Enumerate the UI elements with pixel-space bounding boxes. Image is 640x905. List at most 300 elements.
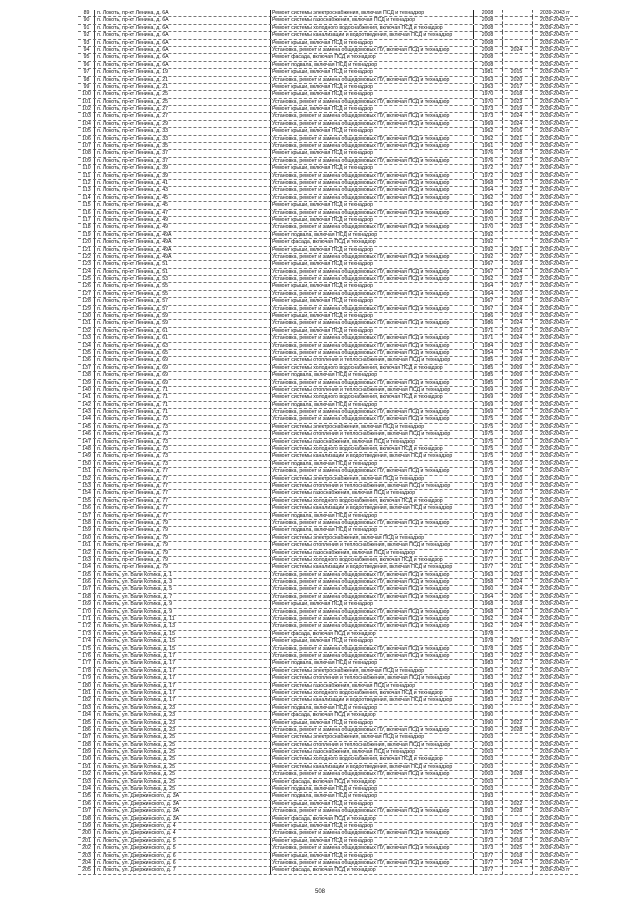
table-row — [78, 801, 578, 808]
commissioning-year-cell: 1977 — [473, 860, 501, 867]
row-number-cell: 191 — [79, 764, 95, 771]
table-row — [78, 217, 578, 224]
planned-period-cell: 2039-2043 гг — [532, 320, 577, 327]
last-repair-year-cell: 2017 — [502, 165, 530, 172]
table-row — [78, 298, 578, 305]
work-type-cell: Установка, ремонт и замена общедомовых ПУ, включая ПСД и технадзор — [270, 520, 472, 527]
table-row — [78, 372, 578, 379]
address-cell: п. Локоть, пр-кт Ленина, д. 59 — [97, 313, 168, 320]
work-type-cell: Ремонт системы отопления и теплоснабжения, включая ПСД и технадзор — [270, 483, 472, 490]
address-cell: п. Локоть, пр-кт Ленина, д. 69 — [97, 364, 168, 371]
row-number-cell: 113 — [79, 187, 95, 194]
work-type-cell: Установка, ремонт и замена общедомовых ПУ, включая ПСД и технадзор — [270, 808, 472, 815]
table-row — [78, 712, 578, 719]
commissioning-year-cell: 1973 — [473, 505, 501, 512]
last-repair-year-cell — [502, 10, 530, 17]
row-number-cell: 94 — [79, 47, 95, 54]
row-number-cell: 92 — [79, 32, 95, 39]
address-cell: п. Локоть, ул. Вали Котика, д. 17 — [97, 697, 176, 704]
table-row — [78, 269, 578, 276]
work-type-cell: Ремонт крыши, включая ПСД и технадзор — [270, 69, 472, 76]
planned-period-cell: 2039-2043 гг — [532, 173, 577, 180]
table-row — [78, 453, 578, 460]
address-cell: п. Локоть, ул. Вали Котика, д. 17 — [97, 667, 176, 674]
last-repair-year-cell: 2024 — [502, 609, 530, 616]
last-repair-year-cell: 2026 — [502, 594, 530, 601]
planned-period-cell: 2039-2043 гг — [532, 572, 577, 579]
commissioning-year-cell: 1990 — [473, 705, 501, 712]
commissioning-year-cell: 1964 — [473, 291, 501, 298]
commissioning-year-cell: 1973 — [473, 483, 501, 490]
commissioning-year-cell: 1977 — [473, 853, 501, 860]
row-number-cell: 155 — [79, 498, 95, 505]
last-repair-year-cell — [502, 17, 530, 24]
planned-period-cell: 2039-2043 гг — [532, 653, 577, 660]
table-row — [78, 853, 578, 860]
table-row — [78, 239, 578, 246]
address-cell: п. Локоть, ул. Вали Котика, д. 9 — [97, 601, 173, 608]
table-row — [78, 165, 578, 172]
planned-period-cell: 2039-2043 гг — [532, 224, 577, 231]
planned-period-cell: 2039-2043 гг — [532, 468, 577, 475]
address-cell: п. Локоть, ул. Вали Котика, д. 17 — [97, 675, 176, 682]
table-row — [78, 557, 578, 564]
address-cell: п. Локоть, ул. Дзержинского, д. 3А — [97, 793, 180, 800]
commissioning-year-cell: 2008 — [473, 40, 501, 47]
commissioning-year-cell: 1975 — [473, 439, 501, 446]
planned-period-cell: 2039-2043 гг — [532, 527, 577, 534]
work-type-cell: Ремонт системы холодного водоснабжения, включая ПСД и технадзор — [270, 690, 472, 697]
planned-period-cell: 2039-2043 гг — [532, 557, 577, 564]
last-repair-year-cell: 2021 — [502, 520, 530, 527]
last-repair-year-cell: 2019 — [502, 106, 530, 113]
work-type-cell: Ремонт крыши, включая ПСД и технадзор — [270, 261, 472, 268]
work-type-cell: Установка, ремонт и замена общедомовых ПУ, включая ПСД и технадзор — [270, 343, 472, 350]
address-cell: п. Локоть, пр-кт Ленина, д. 73 — [97, 460, 168, 467]
planned-period-cell: 2039-2043 гг — [532, 380, 577, 387]
commissioning-year-cell: 1973 — [473, 513, 501, 520]
last-repair-year-cell: 2010 — [502, 424, 530, 431]
row-number-cell: 176 — [79, 653, 95, 660]
commissioning-year-cell: 1993 — [473, 816, 501, 823]
row-number-cell: 157 — [79, 513, 95, 520]
last-repair-year-cell: 2010 — [502, 490, 530, 497]
work-type-cell: Установка, ремонт и замена общедомовых ПУ, включая ПСД и технадзор — [270, 409, 472, 416]
address-cell: п. Локоть, пр-кт Ленина, д. 49 — [97, 216, 168, 223]
address-cell: п. Локоть, пр-кт Ленина, д. 79 — [97, 564, 168, 571]
work-type-cell: Ремонт крыши, включая ПСД и технадзор — [270, 328, 472, 335]
table-row — [78, 838, 578, 845]
commissioning-year-cell: 1968 — [473, 180, 501, 187]
planned-period-cell: 2039-2043 гг — [532, 136, 577, 143]
table-row — [78, 143, 578, 150]
work-type-cell: Ремонт крыши, включая ПСД и технадзор — [270, 801, 472, 808]
table-row — [78, 542, 578, 549]
address-cell: п. Локоть, пр-кт Ленина, д. 37 — [97, 157, 168, 164]
row-number-cell: 190 — [79, 756, 95, 763]
planned-period-cell: 2039-2043 гг — [532, 372, 577, 379]
commissioning-year-cell: 1962 — [473, 623, 501, 630]
commissioning-year-cell: 1964 — [473, 283, 501, 290]
work-type-cell: Установка, ремонт и замена общедомовых ПУ, включая ПСД и технадзор — [270, 180, 472, 187]
work-type-cell: Установка, ремонт и замена общедомовых ПУ, включая ПСД и технадзор — [270, 727, 472, 734]
commissioning-year-cell: 1985 — [473, 357, 501, 364]
address-cell: п. Локоть, ул. Вали Котика, д. 7 — [97, 593, 173, 600]
last-repair-year-cell: 2018 — [502, 853, 530, 860]
address-cell: п. Локоть, пр-кт Ленина, д. 57 — [97, 298, 168, 305]
planned-period-cell: 2039-2043 гг — [532, 313, 577, 320]
row-number-cell: 118 — [79, 224, 95, 231]
row-number-cell: 110 — [79, 165, 95, 172]
row-number-cell: 163 — [79, 557, 95, 564]
address-cell: п. Локоть, ул. Вали Котика, д. 15 — [97, 630, 176, 637]
row-number-cell: 127 — [79, 291, 95, 298]
work-type-cell: Ремонт подвала, включая ПСД и технадзор — [270, 660, 472, 667]
table-row — [78, 276, 578, 283]
work-type-cell: Ремонт системы канализации и водоотведения, включая ПСД и технадзор — [270, 564, 472, 571]
commissioning-year-cell: 1992 — [473, 232, 501, 239]
last-repair-year-cell: 2024 — [502, 616, 530, 623]
commissioning-year-cell: 1983 — [473, 683, 501, 690]
commissioning-year-cell: 1973 — [473, 823, 501, 830]
address-cell: п. Локоть, пр-кт Ленина, д. 49А — [97, 253, 172, 260]
planned-period-cell: 2039-2043 гг — [532, 816, 577, 823]
planned-period-cell: 2039-2043 гг — [532, 756, 577, 763]
table-row — [78, 439, 578, 446]
last-repair-year-cell: 2020 — [502, 291, 530, 298]
commissioning-year-cell: 2003 — [473, 771, 501, 778]
work-type-cell: Установка, ремонт и замена общедомовых ПУ, включая ПСД и технадзор — [270, 291, 472, 298]
row-number-cell: 146 — [79, 431, 95, 438]
table-row — [78, 365, 578, 372]
address-cell: п. Локоть, пр-кт Ленина, д. 19 — [97, 69, 168, 76]
work-type-cell: Ремонт крыши, включая ПСД и технадзор — [270, 106, 472, 113]
row-number-cell: 142 — [79, 402, 95, 409]
work-type-cell: Ремонт системы отопления и теплоснабжения, включая ПСД и технадзор — [270, 431, 472, 438]
work-type-cell: Ремонт системы отопления и теплоснабжения, включая ПСД и технадзор — [270, 357, 472, 364]
table-row — [78, 823, 578, 830]
row-number-cell: 173 — [79, 631, 95, 638]
row-number-cell: 136 — [79, 357, 95, 364]
last-repair-year-cell — [502, 32, 530, 39]
work-type-cell: Установка, ремонт и замена общедомовых ПУ, включая ПСД и технадзор — [270, 350, 472, 357]
address-cell: п. Локоть, пр-кт Ленина, д. 65 — [97, 349, 168, 356]
table-row — [78, 180, 578, 187]
work-type-cell: Ремонт системы отопления и теплоснабжения, включая ПСД и технадзор — [270, 387, 472, 394]
row-number-cell: 202 — [79, 845, 95, 852]
address-cell: п. Локоть, ул. Вали Котика, д. 17 — [97, 682, 176, 689]
table-row — [78, 771, 578, 778]
table-row — [78, 320, 578, 327]
planned-period-cell: 2039-2043 гг — [532, 801, 577, 808]
planned-period-cell: 2039-2043 гг — [532, 91, 577, 98]
planned-period-cell: 2039-2043 гг — [532, 106, 577, 113]
work-type-cell: Установка, ремонт и замена общедомовых ПУ, включая ПСД и технадзор — [270, 586, 472, 593]
last-repair-year-cell: 2022 — [502, 187, 530, 194]
work-type-cell: Ремонт системы газоснабжения, включая ПСД и технадзор — [270, 683, 472, 690]
row-number-cell: 185 — [79, 720, 95, 727]
commissioning-year-cell: 1990 — [473, 712, 501, 719]
commissioning-year-cell: 1963 — [473, 77, 501, 84]
planned-period-cell: 2039-2043 гг — [532, 47, 577, 54]
work-type-cell: Ремонт крыши, включая ПСД и технадзор — [270, 298, 472, 305]
planned-period-cell: 2039-2043 гг — [532, 764, 577, 771]
last-repair-year-cell: 2028 — [502, 727, 530, 734]
row-number-cell: 140 — [79, 387, 95, 394]
address-cell: п. Локоть, ул. Вали Котика, д. 25 — [97, 741, 176, 748]
address-cell: п. Локоть, ул. Вали Котика, д. 25 — [97, 778, 176, 785]
address-cell: п. Локоть, пр-кт Ленина, д. 77 — [97, 490, 168, 497]
planned-period-cell: 2039-2043 гг — [532, 387, 577, 394]
row-number-cell: 91 — [79, 25, 95, 32]
work-type-cell: Ремонт подвала, включая ПСД и технадзор — [270, 372, 472, 379]
last-repair-year-cell: 2028 — [502, 808, 530, 815]
address-cell: п. Локоть, пр-кт Ленина, д. 51 — [97, 268, 168, 275]
planned-period-cell: 2039-2043 гг — [532, 490, 577, 497]
row-number-cell: 200 — [79, 830, 95, 837]
work-type-cell: Ремонт крыши, включая ПСД и технадзор — [270, 217, 472, 224]
table-row — [78, 106, 578, 113]
commissioning-year-cell: 1977 — [473, 520, 501, 527]
planned-period-cell: 2039-2043 гг — [532, 786, 577, 793]
work-type-cell: Ремонт крыши, включая ПСД и технадзор — [270, 638, 472, 645]
last-repair-year-cell — [502, 25, 530, 32]
last-repair-year-cell: 2022 — [502, 653, 530, 660]
last-repair-year-cell: 2020 — [502, 195, 530, 202]
address-cell: п. Локоть, ул. Вали Котика, д. 15 — [97, 638, 176, 645]
last-repair-year-cell: 2018 — [502, 601, 530, 608]
address-cell: п. Локоть, ул. Вали Котика, д. 23 — [97, 712, 176, 719]
work-type-cell: Установка, ремонт и замена общедомовых ПУ, включая ПСД и технадзор — [270, 609, 472, 616]
last-repair-year-cell: 2010 — [502, 431, 530, 438]
address-cell: п. Локоть, ул. Дзержинского, д. 3А — [97, 800, 180, 807]
page-number: 508 — [314, 889, 325, 895]
address-cell: п. Локоть, пр-кт Ленина, д. 41 — [97, 179, 168, 186]
row-number-cell: 166 — [79, 579, 95, 586]
row-number-cell: 96 — [79, 62, 95, 69]
work-type-cell: Ремонт системы канализации и водоотведения, включая ПСД и технадзор — [270, 764, 472, 771]
work-type-cell: Ремонт системы электроснабжения, включая ПСД и технадзор — [270, 535, 472, 542]
address-cell: п. Локоть, пр-кт Ленина, д. 79 — [97, 542, 168, 549]
last-repair-year-cell: 2011 — [502, 527, 530, 534]
address-cell: п. Локоть, ул. Вали Котика, д. 25 — [97, 749, 176, 756]
last-repair-year-cell: 2023 — [502, 343, 530, 350]
last-repair-year-cell: 2019 — [502, 261, 530, 268]
planned-period-cell: 2039-2043 гг — [532, 409, 577, 416]
last-repair-year-cell: 2009 — [502, 365, 530, 372]
commissioning-year-cell: 1975 — [473, 431, 501, 438]
work-type-cell: Ремонт системы холодного водоснабжения, включая ПСД и технадзор — [270, 394, 472, 401]
row-number-cell: 137 — [79, 365, 95, 372]
row-number-cell: 148 — [79, 446, 95, 453]
work-type-cell: Ремонт подвала, включая ПСД и технадзор — [270, 786, 472, 793]
address-cell: п. Локоть, ул. Вали Котика, д. 17 — [97, 689, 176, 696]
work-type-cell: Ремонт крыши, включая ПСД и технадзор — [270, 202, 472, 209]
planned-period-cell: 2039-2043 гг — [532, 84, 577, 91]
table-row — [78, 742, 578, 749]
address-cell: п. Локоть, пр-кт Ленина, д. 69 — [97, 379, 168, 386]
work-type-cell: Ремонт крыши, включая ПСД и технадзор — [270, 128, 472, 135]
last-repair-year-cell: 2026 — [502, 468, 530, 475]
row-number-cell: 154 — [79, 490, 95, 497]
address-cell: п. Локоть, ул. Вали Котика, д. 25 — [97, 763, 176, 770]
planned-period-cell: 2039-2043 гг — [532, 867, 577, 874]
address-cell: п. Локоть, пр-кт Ленина, д. 21 — [97, 76, 168, 83]
work-type-cell: Ремонт подвала, включая ПСД и технадзор — [270, 513, 472, 520]
table-row — [78, 468, 578, 475]
table-row — [78, 69, 578, 76]
commissioning-year-cell: 1983 — [473, 690, 501, 697]
last-repair-year-cell: 2012 — [502, 697, 530, 704]
commissioning-year-cell: 1983 — [473, 653, 501, 660]
commissioning-year-cell: 1968 — [473, 609, 501, 616]
commissioning-year-cell: 1962 — [473, 195, 501, 202]
commissioning-year-cell: 1978 — [473, 646, 501, 653]
row-number-cell: 195 — [79, 793, 95, 800]
address-cell: п. Локоть, пр-кт Ленина, д. 55 — [97, 283, 168, 290]
table-row — [78, 431, 578, 438]
last-repair-year-cell: 2023 — [502, 276, 530, 283]
table-row — [78, 150, 578, 157]
planned-period-cell: 2039-2043 гг — [532, 550, 577, 557]
work-type-cell: Ремонт системы электроснабжения, включая ПСД и технадзор — [270, 734, 472, 741]
last-repair-year-cell: 2012 — [502, 668, 530, 675]
work-type-cell: Установка, ремонт и замена общедомовых ПУ, включая ПСД и технадзор — [270, 646, 472, 653]
table-row — [78, 283, 578, 290]
table-row — [78, 416, 578, 423]
row-number-cell: 114 — [79, 195, 95, 202]
planned-period-cell: 2039-2043 гг — [532, 416, 577, 423]
commissioning-year-cell: 1971 — [473, 335, 501, 342]
commissioning-year-cell: 1969 — [473, 402, 501, 409]
commissioning-year-cell: 2003 — [473, 779, 501, 786]
table-row — [78, 579, 578, 586]
commissioning-year-cell: 1993 — [473, 793, 501, 800]
last-repair-year-cell: 2023 — [502, 572, 530, 579]
address-cell: п. Локоть, пр-кт Ленина, д. 59 — [97, 320, 168, 327]
address-cell: п. Локоть, пр-кт Ленина, д. 71 — [97, 386, 168, 393]
table-row — [78, 350, 578, 357]
row-number-cell: 179 — [79, 675, 95, 682]
planned-period-cell: 2039-2043 гг — [532, 180, 577, 187]
row-number-cell: 121 — [79, 247, 95, 254]
commissioning-year-cell: 2008 — [473, 17, 501, 24]
address-cell: п. Локоть, пр-кт Ленина, д. 77 — [97, 512, 168, 519]
planned-period-cell: 2039-2043 гг — [532, 697, 577, 704]
work-type-cell: Установка, ремонт и замена общедомовых ПУ, включая ПСД и технадзор — [270, 210, 472, 217]
row-number-cell: 184 — [79, 712, 95, 719]
address-cell: п. Локоть, пр-кт Ленина, д. 69 — [97, 357, 168, 364]
table-row — [78, 328, 578, 335]
commissioning-year-cell: 1970 — [473, 224, 501, 231]
work-type-cell: Установка, ремонт и замена общедомовых ПУ, включая ПСД и технадзор — [270, 99, 472, 106]
last-repair-year-cell — [502, 239, 530, 246]
last-repair-year-cell: 2009 — [502, 394, 530, 401]
work-type-cell: Установка, ремонт и замена общедомовых ПУ, включая ПСД и технадзор — [270, 121, 472, 128]
planned-period-cell: 2039-2043 гг — [532, 40, 577, 47]
work-type-cell: Ремонт системы холодного водоснабжения, включая ПСД и технадзор — [270, 557, 472, 564]
commissioning-year-cell: 1971 — [473, 328, 501, 335]
last-repair-year-cell: 2022 — [502, 801, 530, 808]
address-cell: п. Локоть, ул. Вали Котика, д. 9 — [97, 608, 173, 615]
address-cell: п. Локоть, пр-кт Ленина, д. 6А — [97, 10, 169, 16]
commissioning-year-cell: 1992 — [473, 247, 501, 254]
table-row — [78, 394, 578, 401]
address-cell: п. Локоть, ул. Вали Котика, д. 11 — [97, 616, 175, 623]
row-number-cell: 134 — [79, 343, 95, 350]
last-repair-year-cell: 2011 — [502, 564, 530, 571]
commissioning-year-cell: 1977 — [473, 535, 501, 542]
last-repair-year-cell: 2024 — [502, 579, 530, 586]
address-cell: п. Локоть, пр-кт Ленина, д. 77 — [97, 497, 168, 504]
commissioning-year-cell: 2003 — [473, 749, 501, 756]
row-number-cell: 177 — [79, 660, 95, 667]
last-repair-year-cell: 2023 — [502, 158, 530, 165]
row-number-cell: 105 — [79, 128, 95, 135]
row-number-cell: 199 — [79, 823, 95, 830]
address-cell: п. Локоть, пр-кт Ленина, д. 71 — [97, 394, 168, 401]
row-number-cell: 131 — [79, 320, 95, 327]
row-number-cell: 156 — [79, 505, 95, 512]
last-repair-year-cell — [502, 816, 530, 823]
work-type-cell: Ремонт крыши, включая ПСД и технадзор — [270, 283, 472, 290]
planned-period-cell: 2039-2043 гг — [532, 705, 577, 712]
table-row — [78, 40, 578, 47]
address-cell: п. Локоть, пр-кт Ленина, д. 79 — [97, 534, 168, 541]
row-number-cell: 160 — [79, 535, 95, 542]
last-repair-year-cell: 2022 — [502, 210, 530, 217]
planned-period-cell: 2039-2043 гг — [532, 350, 577, 357]
table-row — [78, 158, 578, 165]
commissioning-year-cell: 2008 — [473, 32, 501, 39]
planned-period-cell: 2039-2043 гг — [532, 99, 577, 106]
row-number-cell: 126 — [79, 283, 95, 290]
last-repair-year-cell: 2023 — [502, 180, 530, 187]
work-type-cell: Установка, ремонт и замена общедомовых ПУ, включая ПСД и технадзор — [270, 416, 472, 423]
work-type-cell: Ремонт подвала, включая ПСД и технадзор — [270, 793, 472, 800]
work-type-cell: Ремонт системы газоснабжения, включая ПСД и технадзор — [270, 749, 472, 756]
address-cell: п. Локоть, пр-кт Ленина, д. 73 — [97, 416, 168, 423]
address-cell: п. Локоть, ул. Дзержинского, д. 7 — [97, 867, 176, 874]
row-number-cell: 115 — [79, 202, 95, 209]
last-repair-year-cell: 2025 — [502, 830, 530, 837]
table-row — [78, 17, 578, 24]
planned-period-cell: 2039-2043 гг — [532, 675, 577, 682]
address-cell: п. Локоть, ул. Вали Котика, д. 23 — [97, 726, 176, 733]
planned-period-cell: 2039-2043 гг — [532, 749, 577, 756]
commissioning-year-cell: 1962 — [473, 136, 501, 143]
last-repair-year-cell: 2019 — [502, 313, 530, 320]
last-repair-year-cell: 2010 — [502, 505, 530, 512]
commissioning-year-cell: 1962 — [473, 202, 501, 209]
work-type-cell: Установка, ремонт и замена общедомовых ПУ, включая ПСД и технадзор — [270, 187, 472, 194]
row-number-cell: 152 — [79, 476, 95, 483]
address-cell: п. Локоть, ул. Вали Котика, д. 13 — [97, 623, 176, 630]
table-row — [78, 668, 578, 675]
row-number-cell: 133 — [79, 335, 95, 342]
row-number-cell: 120 — [79, 239, 95, 246]
row-number-cell: 165 — [79, 572, 95, 579]
last-repair-year-cell: 2012 — [502, 675, 530, 682]
work-type-cell: Ремонт системы электроснабжения, включая ПСД и технадзор — [270, 668, 472, 675]
table-row — [78, 47, 578, 54]
table-row — [78, 638, 578, 645]
work-type-cell: Установка, ремонт и замена общедомовых ПУ, включая ПСД и технадзор — [270, 77, 472, 84]
repair-schedule-table — [78, 10, 578, 875]
last-repair-year-cell: 2024 — [502, 121, 530, 128]
last-repair-year-cell: 2020 — [502, 143, 530, 150]
table-row — [78, 187, 578, 194]
